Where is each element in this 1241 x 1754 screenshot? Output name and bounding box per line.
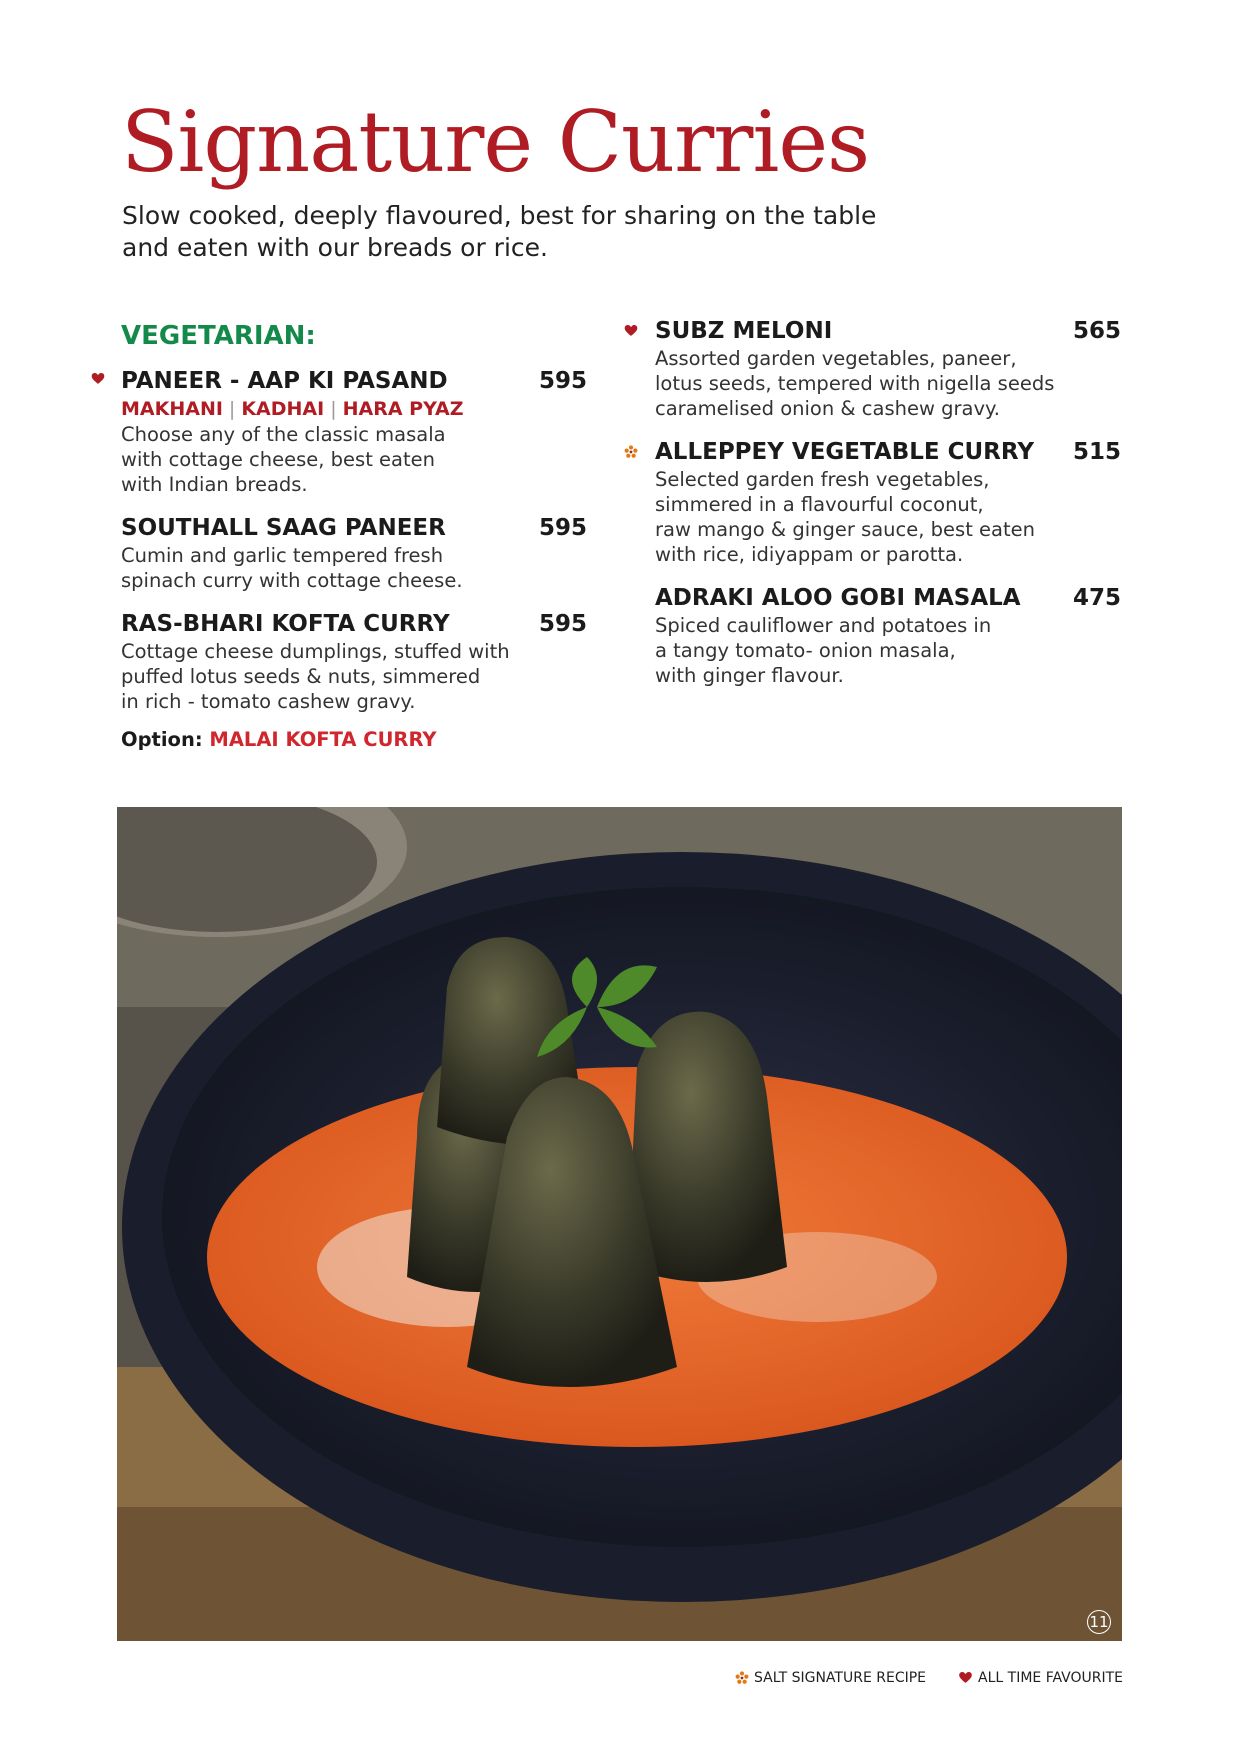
masala-options [121, 398, 587, 420]
menu-item [121, 368, 587, 497]
option-label: Option: [121, 728, 203, 751]
item-price: 475 [1072, 585, 1121, 611]
item-price: 565 [1072, 318, 1121, 344]
option-makhani: MAKHANI [121, 398, 223, 420]
item-name: SUBZ MELONI [655, 318, 833, 344]
item-price: 595 [538, 611, 587, 637]
option-kadhai: KADHAI [241, 398, 325, 420]
heart-icon [958, 1671, 973, 1685]
item-price: 595 [538, 368, 587, 394]
dish-photo [117, 807, 1122, 1641]
item-name: PANEER - AAP KI PASAND [121, 368, 448, 394]
menu-item [121, 515, 587, 593]
option-hara-pyaz: HARA PYAZ [342, 398, 464, 420]
item-description: Spiced cauliflower and potatoes in a tangy tomato- onion masala, with ginger flavour. [655, 614, 992, 687]
kofta-curry-illustration [117, 807, 1122, 1641]
legend-favourite [958, 1670, 1123, 1686]
option-separator: | [330, 398, 337, 420]
legend [735, 1670, 1123, 1686]
menu-item [121, 611, 587, 714]
option-separator: | [228, 398, 236, 420]
item-description: Selected garden fresh vegetables, simmered in a flavourful coconut, raw mango & ginger sauce, best eaten with rice, idiyappam or parotta. [655, 468, 1035, 566]
flower-icon [735, 1671, 749, 1685]
menu-item [655, 439, 1121, 567]
option-line [121, 728, 587, 751]
legend-signature [735, 1670, 926, 1686]
menu-item [655, 318, 1121, 421]
menu-item [655, 585, 1121, 688]
vegetarian-heading: VEGETARIAN: [121, 321, 316, 351]
item-description: Cumin and garlic tempered fresh spinach curry with cottage cheese. [121, 544, 463, 592]
item-name: ADRAKI ALOO GOBI MASALA [655, 585, 1021, 611]
legend-label: ALL TIME FAVOURITE [978, 1670, 1123, 1686]
page-subtitle: Slow cooked, deeply flavoured, best for sharing on the table and eaten with our breads or rice. [122, 201, 877, 262]
legend-label: SALT SIGNATURE RECIPE [754, 1670, 927, 1686]
item-name: SOUTHALL SAAG PANEER [121, 515, 446, 541]
page-title: Signature Curries [121, 93, 870, 191]
heart-icon [624, 324, 638, 338]
vegetarian-column [121, 318, 587, 751]
item-description: Assorted garden vegetables, paneer, lotus seeds, tempered with nigella seeds caramelised onion & cashew gravy. [655, 347, 1055, 420]
heart-icon [91, 372, 105, 386]
item-price: 595 [538, 515, 587, 541]
item-name: RAS-BHARI KOFTA CURRY [121, 611, 450, 637]
item-price: 515 [1072, 439, 1121, 465]
page-number: 11 [1087, 1610, 1111, 1634]
item-name: ALLEPPEY VEGETABLE CURRY [655, 439, 1034, 465]
right-column [655, 318, 1121, 706]
option-value: MALAI KOFTA CURRY [209, 728, 437, 751]
item-description: Cottage cheese dumplings, stuffed with puffed lotus seeds & nuts, simmered in rich - tomato cashew gravy. [121, 640, 510, 713]
flower-icon [624, 445, 638, 459]
item-description: Choose any of the classic masala with cottage cheese, best eaten with Indian breads. [121, 423, 446, 496]
